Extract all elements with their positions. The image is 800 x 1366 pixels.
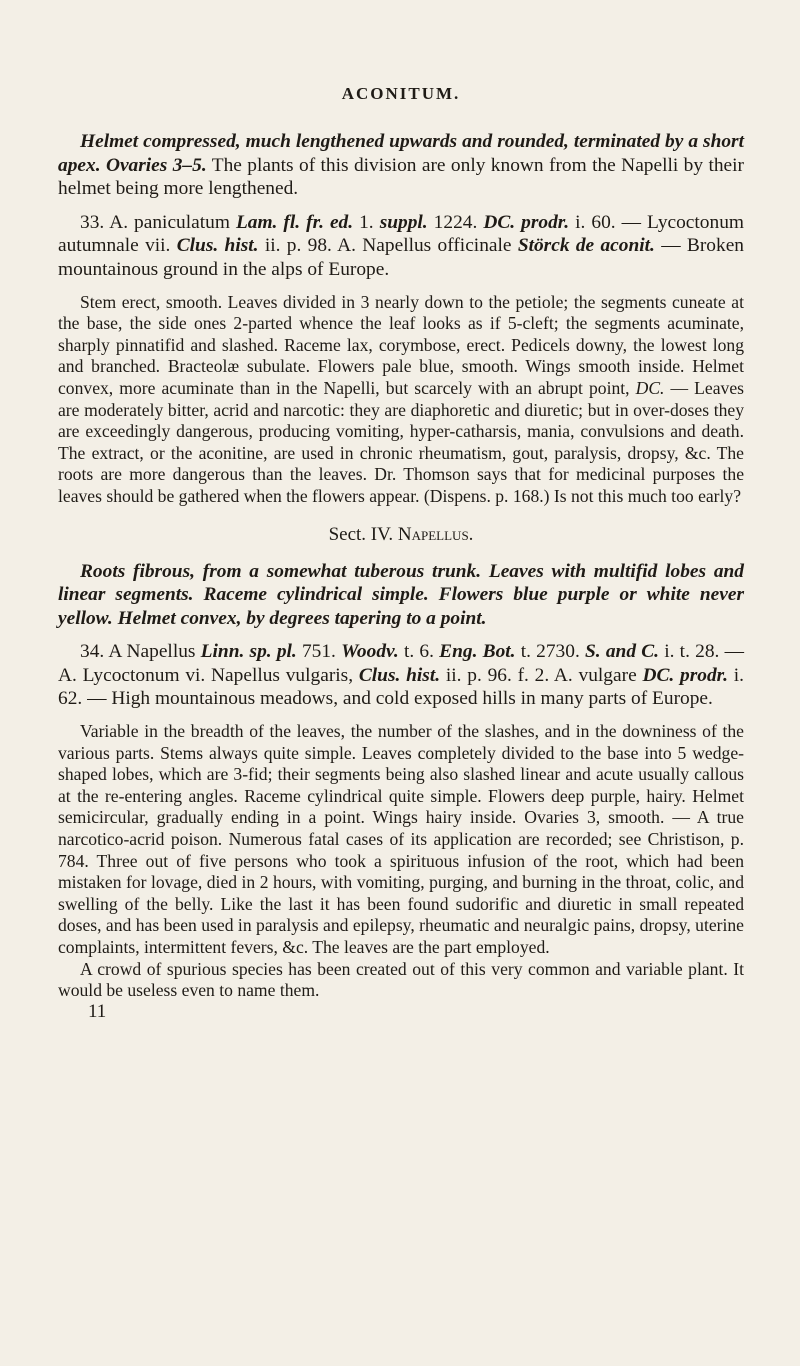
division-description [58,130,744,201]
text-run: i. 60. — Lycoctonum autumnale vii. [58,211,744,257]
species-33-notes [58,292,744,508]
text-run: Störck de aconit. [517,235,655,257]
text-run: Stem erect, smooth. Leaves divided in 3 nearly down to the petiole; the segments cuneate at the base, the side ones 2-parted whence the leaf looks as if 5-cleft; the segments acuminate, sharply pinnatifid and slashed. Raceme lax, corymbose, erect. Pedicels downy, the lowest long and branched. Bracteolæ subulate. Flowers pale blue, smooth. Wings smooth inside. Helmet convex, more acuminate than in the Napelli, but scarcely with an abrupt point, [58,291,744,398]
text-run: ii. p. 98. A. Napellus officinale [258,235,518,257]
closing-remark [58,959,744,1002]
text-run: 33. A. paniculatum [80,211,236,233]
species-33-entry [58,211,744,282]
text-run: 34. A Napellus [80,641,201,663]
text-run: Variable in the breadth of the leaves, the number of the slashes, and in the downiness of the various parts. Stems always quite simple. Leaves completely divided to the base into 5 wedge-shaped lobes, which are 3-fid; their segments being also slashed linear and acute usually callous at the re-entering angles. Raceme cylindrical quite simple. Flowers deep purple, hairy. Helmet semicircular, gradually ending in a point. Wings hairy inside. Ovaries 3, smooth. — A true narcotico-acrid poison. Numerous fatal cases of its application are recorded; see Christison, p. 784. Three out of five persons who took a spirituous infusion of the root, which had been mistaken for lovage, died in 2 hours, with vomiting, purging, and burning in the throat, colic, and swelling of the belly. Like the last it has been found sudorific and diuretic in small repeated doses, and has been used in paralysis and epilepsy, rheumatic and neuralgic pains, dropsy, uterine complaints, intermittent fevers, &c. The leaves are the part employed. [58,721,744,957]
species-34-entry [58,640,744,711]
section-heading-name: Napellus. [397,523,474,545]
text-run: t. 2730. [515,641,586,663]
text-run: Lam. fl. fr. ed. [235,211,354,233]
text-run: — Broken mountainous ground in the alps of Europe. [58,235,744,280]
text-run: S. and C. [585,641,660,663]
text-run: Woodv. [341,641,399,663]
text-run: Roots fibrous, from a somewhat tuberous trunk. Leaves with multifid lobes and linear segments. Raceme cylindrical simple. Flowers blue purple or white never yellow. Helmet convex, by degrees tapering to a point. [58,560,744,629]
text-run: DC. prodr. [483,211,570,233]
text-run: A crowd of spurious species has been created out of this very common and variable plant. It would be useless even to name them. [58,958,744,1001]
text-run: Clus. hist. [358,664,441,686]
text-run: i. t. 28. — A. Lycoctonum vi. Napellus vulgaris, [58,641,744,686]
text-run: — Leaves are moderately bitter, acrid and narcotic: they are diaphoretic and diuretic; but in over-doses they are exceedingly dangerous, producing vomiting, hyper-catharsis, mania, convulsions and death. The extract, or the aconitine, are used in chronic rheumatism, gout, paralysis, dropsy, &c. The roots are more dangerous than the leaves. Dr. Thomson says that for medicinal purposes the leaves should be gathered when the flowers appear. (Dispens. p. 168.) Is not this much too early? [58,377,744,506]
text-run: 1224. [427,211,484,233]
text-run: DC. [635,377,665,398]
signature-mark: 11 [88,1000,107,1022]
text-run: suppl. [379,211,428,233]
text-run: The plants of this division are only known from the Napelli by their helmet being more lengthened. [58,154,744,200]
text-run: Linn. sp. pl. [200,641,297,663]
text-run: Helmet compressed, much lengthened upwards and rounded, terminated by a short apex. Ovaries 3–5. [58,131,744,176]
species-34-notes [58,721,744,959]
text-run: ii. p. 96. f. 2. A. vulgare [440,664,643,686]
text-run: DC. prodr. [642,664,728,686]
text-run: i. 62. — High mountainous meadows, and cold exposed hills in many parts of Europe. [58,664,744,710]
text-run: t. 6. [398,641,440,663]
text-run: Clus. hist. [176,235,259,257]
section-heading-prefix: Sect. IV. [328,523,398,545]
text-run: 1. [353,211,380,233]
section-heading [58,524,744,546]
text-run: 751. [296,641,342,663]
running-head: ACONITUM. [341,84,461,103]
text-run: Eng. Bot. [439,641,516,663]
section-description [58,560,744,631]
